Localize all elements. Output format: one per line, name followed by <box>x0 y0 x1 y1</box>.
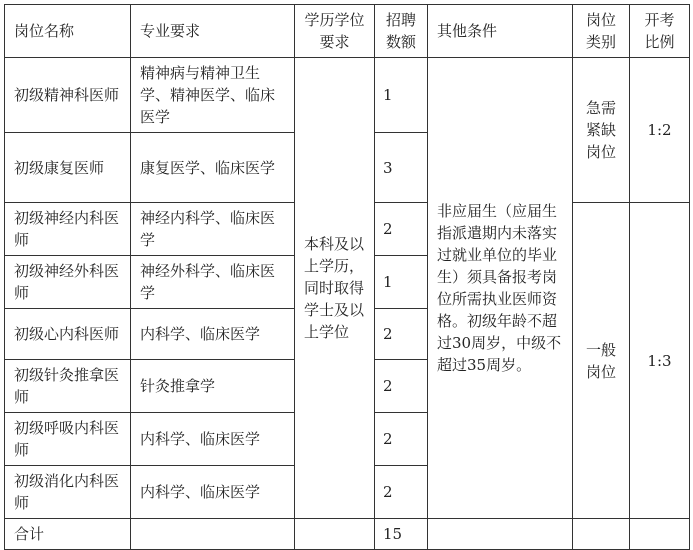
recruit-count: 1 <box>375 58 428 133</box>
total-empty-cell <box>131 519 295 550</box>
category-general: 一般岗位 <box>573 203 630 519</box>
position-name: 初级呼吸内科医师 <box>5 413 131 466</box>
major-requirement: 康复医学、临床医学 <box>131 133 295 203</box>
header-other-conditions: 其他条件 <box>428 5 573 58</box>
header-ratio: 开考比例 <box>630 5 690 58</box>
ratio-urgent: 1:2 <box>630 58 690 203</box>
position-name: 初级神经内科医师 <box>5 203 131 256</box>
major-requirement: 针灸推拿学 <box>131 360 295 413</box>
total-label: 合计 <box>5 519 131 550</box>
total-empty-cell <box>428 519 573 550</box>
recruitment-table-container <box>4 4 689 550</box>
position-name: 初级消化内科医师 <box>5 466 131 519</box>
recruit-count: 2 <box>375 466 428 519</box>
ratio-general: 1:3 <box>630 203 690 519</box>
total-count: 15 <box>375 519 428 550</box>
major-requirement: 内科学、临床医学 <box>131 413 295 466</box>
header-education: 学历学位要求 <box>295 5 375 58</box>
major-requirement: 内科学、临床医学 <box>131 309 295 360</box>
recruit-count: 2 <box>375 309 428 360</box>
major-requirement: 神经外科学、临床医学 <box>131 256 295 309</box>
recruitment-table <box>4 4 690 550</box>
position-name: 初级精神科医师 <box>5 58 131 133</box>
header-category: 岗位类别 <box>573 5 630 58</box>
table-row <box>5 58 690 133</box>
category-urgent: 急需紧缺岗位 <box>573 58 630 203</box>
recruit-count: 1 <box>375 256 428 309</box>
recruit-count: 2 <box>375 203 428 256</box>
total-empty-cell <box>573 519 630 550</box>
position-name: 初级心内科医师 <box>5 309 131 360</box>
total-empty-cell <box>295 519 375 550</box>
major-requirement: 精神病与精神卫生学、精神医学、临床医学 <box>131 58 295 133</box>
recruit-count: 3 <box>375 133 428 203</box>
recruit-count: 2 <box>375 360 428 413</box>
header-count: 招聘数额 <box>375 5 428 58</box>
major-requirement: 神经内科学、临床医学 <box>131 203 295 256</box>
education-requirement: 本科及以上学历，同时取得学士及以上学位 <box>295 58 375 519</box>
position-name: 初级针灸推拿医师 <box>5 360 131 413</box>
other-conditions: 非应届生（应届生指派遣期内未落实过就业单位的毕业生）须具备报考岗位所需执业医师资格。初级年龄不超过30周岁，中级不超过35周岁。 <box>428 58 573 519</box>
header-position-name: 岗位名称 <box>5 5 131 58</box>
recruit-count: 2 <box>375 413 428 466</box>
position-name: 初级康复医师 <box>5 133 131 203</box>
header-row <box>5 5 690 58</box>
total-row <box>5 519 690 550</box>
header-major: 专业要求 <box>131 5 295 58</box>
position-name: 初级神经外科医师 <box>5 256 131 309</box>
total-empty-cell <box>630 519 690 550</box>
major-requirement: 内科学、临床医学 <box>131 466 295 519</box>
